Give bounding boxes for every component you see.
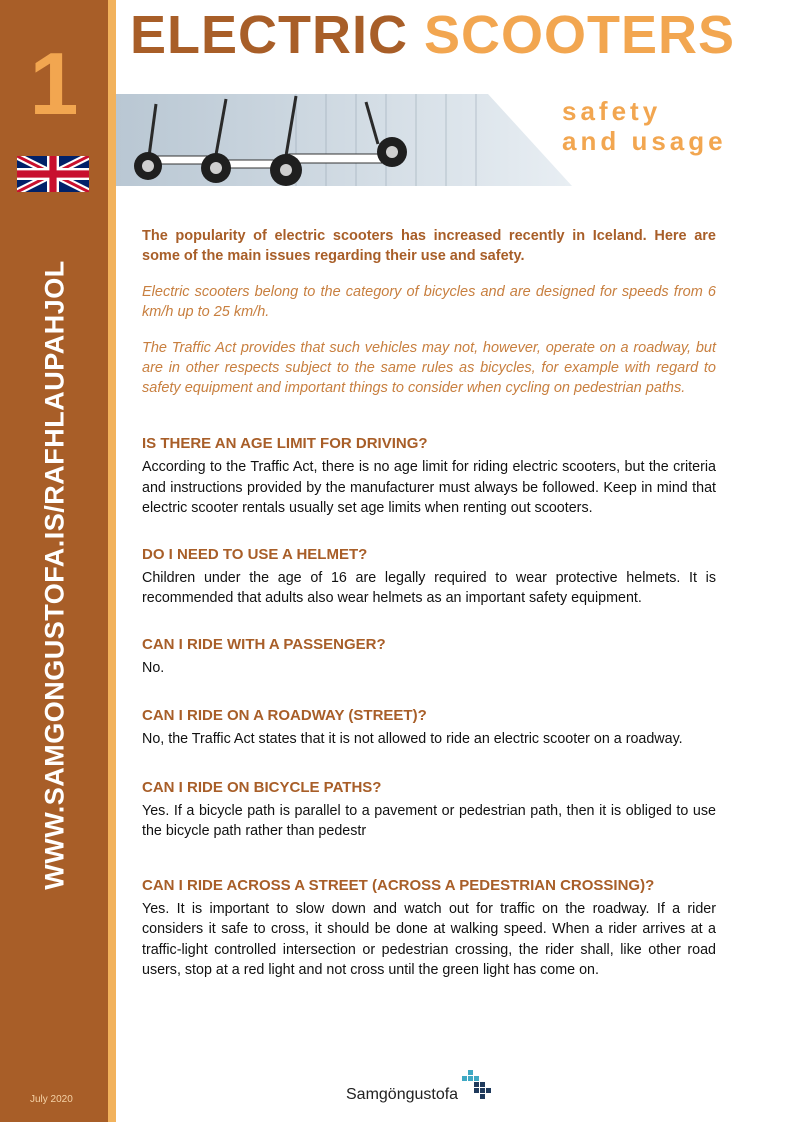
section-body: Yes. If a bicycle path is parallel to a pavement or pedestrian path, then it is obliged to use the bicycle path rather than pedestr (142, 802, 716, 839)
section-heading: CAN I RIDE ACROSS A STREET (ACROSS A PEDESTRIAN CROSSING)? (142, 876, 655, 894)
date-label: July 2020 (30, 1094, 73, 1105)
faq-section-crossing (142, 876, 716, 981)
intro-paragraph: The Traffic Act provides that such vehicles may not, however, operate on a roadway, but are in other respects subject to the same rules as bicycles, for example with regard to safety equipment and important things to consider when cycling on pedestrian paths. (142, 340, 716, 396)
side-url[interactable]: WWW.SAMGONGUSTOFA.IS/RAFHLAUPAHJOL (39, 260, 70, 890)
intro-paragraph: Electric scooters belong to the category of bicycles and are designed for speeds from 6 km/h up to 25 km/h. (142, 284, 716, 320)
faq-section-passenger (142, 635, 716, 679)
section-heading: DO I NEED TO USE A HELMET? (142, 545, 368, 563)
section-body: No. (142, 659, 165, 676)
scooters-banner-image (116, 94, 572, 186)
faq-section-roadway (142, 706, 716, 750)
section-body: According to the Traffic Act, there is no age limit for riding electric scooters, but the criteria and instructions provided by the manufacturer must always be followed. Keep in mind that electric scooter rentals usually set age limits when renting out scooters. (142, 459, 716, 516)
title-word-scooters: SCOOTERS (424, 5, 736, 65)
subtitle-line-1: safety (562, 96, 662, 126)
page-title (130, 6, 735, 65)
section-heading: CAN I RIDE ON BICYCLE PATHS? (142, 778, 382, 796)
section-heading: IS THERE AN AGE LIMIT FOR DRIVING? (142, 435, 428, 452)
logo-text: Samgöngustofa (346, 1086, 459, 1103)
section-body: No, the Traffic Act states that it is not allowed to ride an electric scooter on a roadway. (142, 731, 683, 747)
title-word-electric: ELECTRIC (130, 5, 408, 65)
samgongustofa-logo[interactable] (346, 1068, 496, 1108)
faq-section-bicycle-paths (142, 778, 716, 842)
faq-section-age-limit (142, 434, 716, 519)
section-heading: CAN I RIDE WITH A PASSENGER? (142, 635, 386, 653)
section-body: Yes. It is important to slow down and watch out for traffic on the roadway. If a rider considers it safe to cross, it should be done at walking speed. When a rider arrives at a traffic-light controlled intersection or pedestrian crossing, the rider shall, like other road users, stop at a red light and not cross until the green light has come on. (142, 900, 716, 978)
section-body: Children under the age of 16 are legally required to wear protective helmets. It is recommended that adults also wear helmets as an important safety equipment. (142, 569, 716, 606)
faq-section-helmet (142, 545, 716, 609)
subtitle-line-2: and usage (562, 126, 727, 156)
subtitle (562, 96, 727, 156)
sidebar-stripe (108, 0, 116, 1122)
intro-lead: The popularity of electric scooters has increased recently in Iceland. Here are some of the main issues regarding their use and safety. (142, 228, 716, 264)
samgongustofa-logo-icon (460, 1068, 494, 1102)
uk-flag-icon (17, 156, 89, 192)
section-heading: CAN I RIDE ON A ROADWAY (STREET)? (142, 707, 427, 724)
main-content (142, 226, 716, 981)
page-number: 1 (29, 34, 79, 133)
